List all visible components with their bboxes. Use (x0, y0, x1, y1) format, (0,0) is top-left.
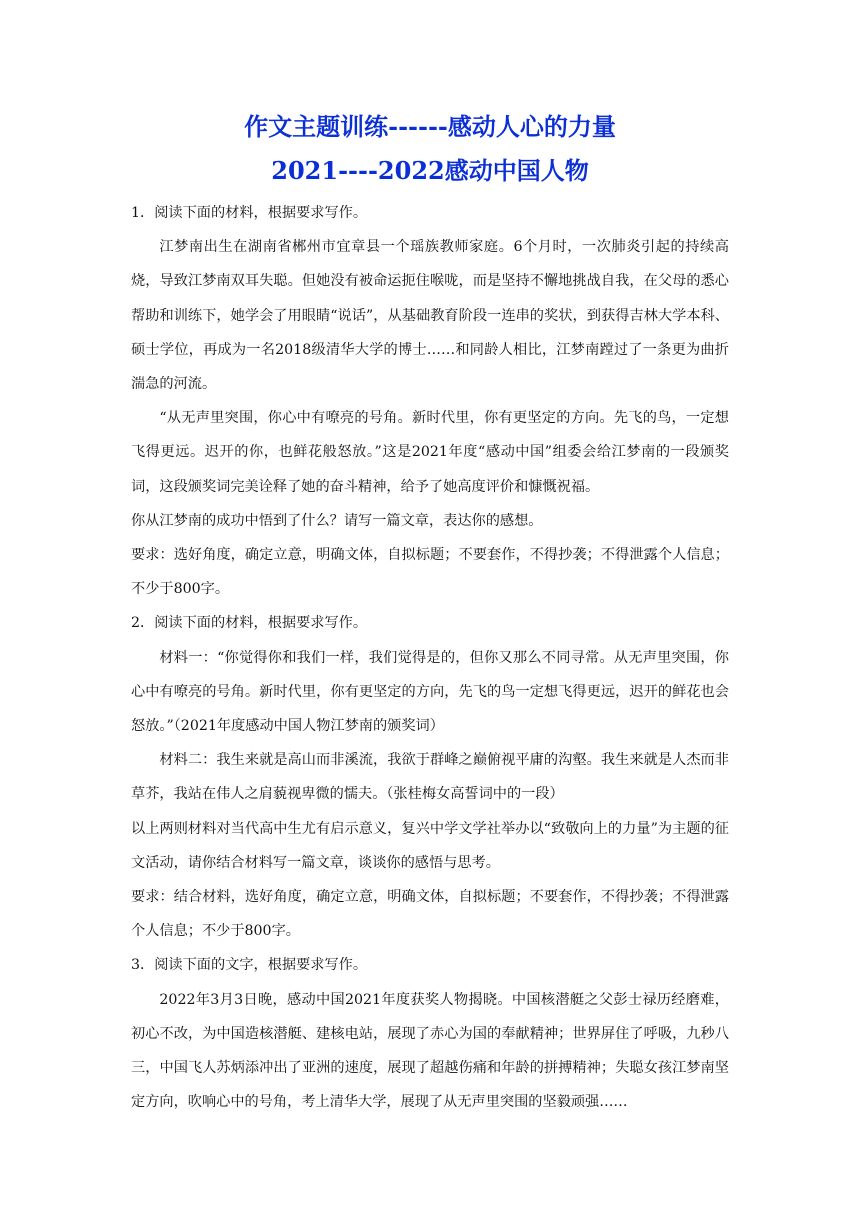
item-1-requirement: 要求：选好角度，确定立意，明确文体，自拟标题；不要套作，不得抄袭；不得泄露个人信息；不少于800字。 (131, 547, 729, 598)
item-2-requirement: 要求：结合材料，选好角度，确定立意，明确文体，自拟标题；不要套作，不得抄袭；不得泄露个人信息；不少于800字。 (131, 889, 729, 940)
title-line-2: 2021----2022感动中国人物 (271, 156, 589, 185)
item-1-paragraph-1: 江梦南出生在湖南省郴州市宜章县一个瑶族教师家庭。6个月时，一次肺炎引起的持续高烧，导致江梦南双耳失聪。但她没有被命运扼住喉咙，而是坚持不懈地挑战自我，在父母的悉心帮助和训练下，她学会了用眼睛“说话”，从基础教育阶段一连串的奖状，到获得吉林大学本科、硕士学位，再成为一名2018级清华大学的博士……和同龄人相比，江梦南蹚过了一条更为曲折湍急的河流。 (131, 239, 729, 393)
item-1-prompt: 1．阅读下面的材料，根据要求写作。 (131, 205, 368, 221)
item-3-paragraph-1: 2022年3月3日晚，感动中国2021年度获奖人物揭晓。中国核潜艇之父彭士禄历经磨难，初心不改，为中国造核潜艇、建核电站，展现了赤心为国的奉献精神；世界屏住了呼吸，九秒八三，中国飞人苏炳添冲出了亚洲的速度，展现了超越伤痛和年龄的拼搏精神；失聪女孩江梦南坚定方向，吹响心中的号角，考上清华大学，展现了从无声里突围的坚毅顽强…… (131, 991, 729, 1111)
document-body (131, 196, 729, 1119)
item-2-prompt: 2．阅读下面的材料，根据要求写作。 (131, 615, 368, 632)
item-3-prompt: 3．阅读下面的文字，根据要求写作。 (131, 957, 368, 974)
item-2-material-2: 材料二：我生来就是高山而非溪流，我欲于群峰之巅俯视平庸的沟壑。我生来就是人杰而非草芥，我站在伟人之肩藐视卑微的懦夫。（张桂梅女高誓词中的一段） (131, 752, 729, 803)
item-2-material-1: 材料一：“你觉得你和我们一样，我们觉得是的，但你又那么不同寻常。从无声里突围，你心中有嘹亮的号角。新时代里，你有更坚定的方向，先飞的鸟一定想飞得更远，迟开的鲜花也会怒放。”（2021年度感动中国人物江梦南的颁奖词） (131, 649, 729, 735)
title-line-1: 作文主题训练------感动人心的力量 (244, 112, 616, 141)
item-1-paragraph-2: “从无声里突围，你心中有嘹亮的号角。新时代里，你有更坚定的方向。先飞的鸟，一定想飞得更远。迟开的你，也鲜花般怒放。”这是2021年度“感动中国”组委会给江梦南的一段颁奖词，这段颁奖词完美诠释了她的奋斗精神，给予了她高度评价和慷慨祝福。 (131, 410, 729, 495)
item-1-question: 你从江梦南的成功中悟到了什么？请写一篇文章，表达你的感想。 (131, 512, 543, 529)
item-2-question: 以上两则材料对当代高中生尤有启示意义，复兴中学文学社举办以“致敬向上的力量”为主题的征文活动，请你结合材料写一篇文章，谈谈你的感悟与思考。 (131, 820, 729, 871)
